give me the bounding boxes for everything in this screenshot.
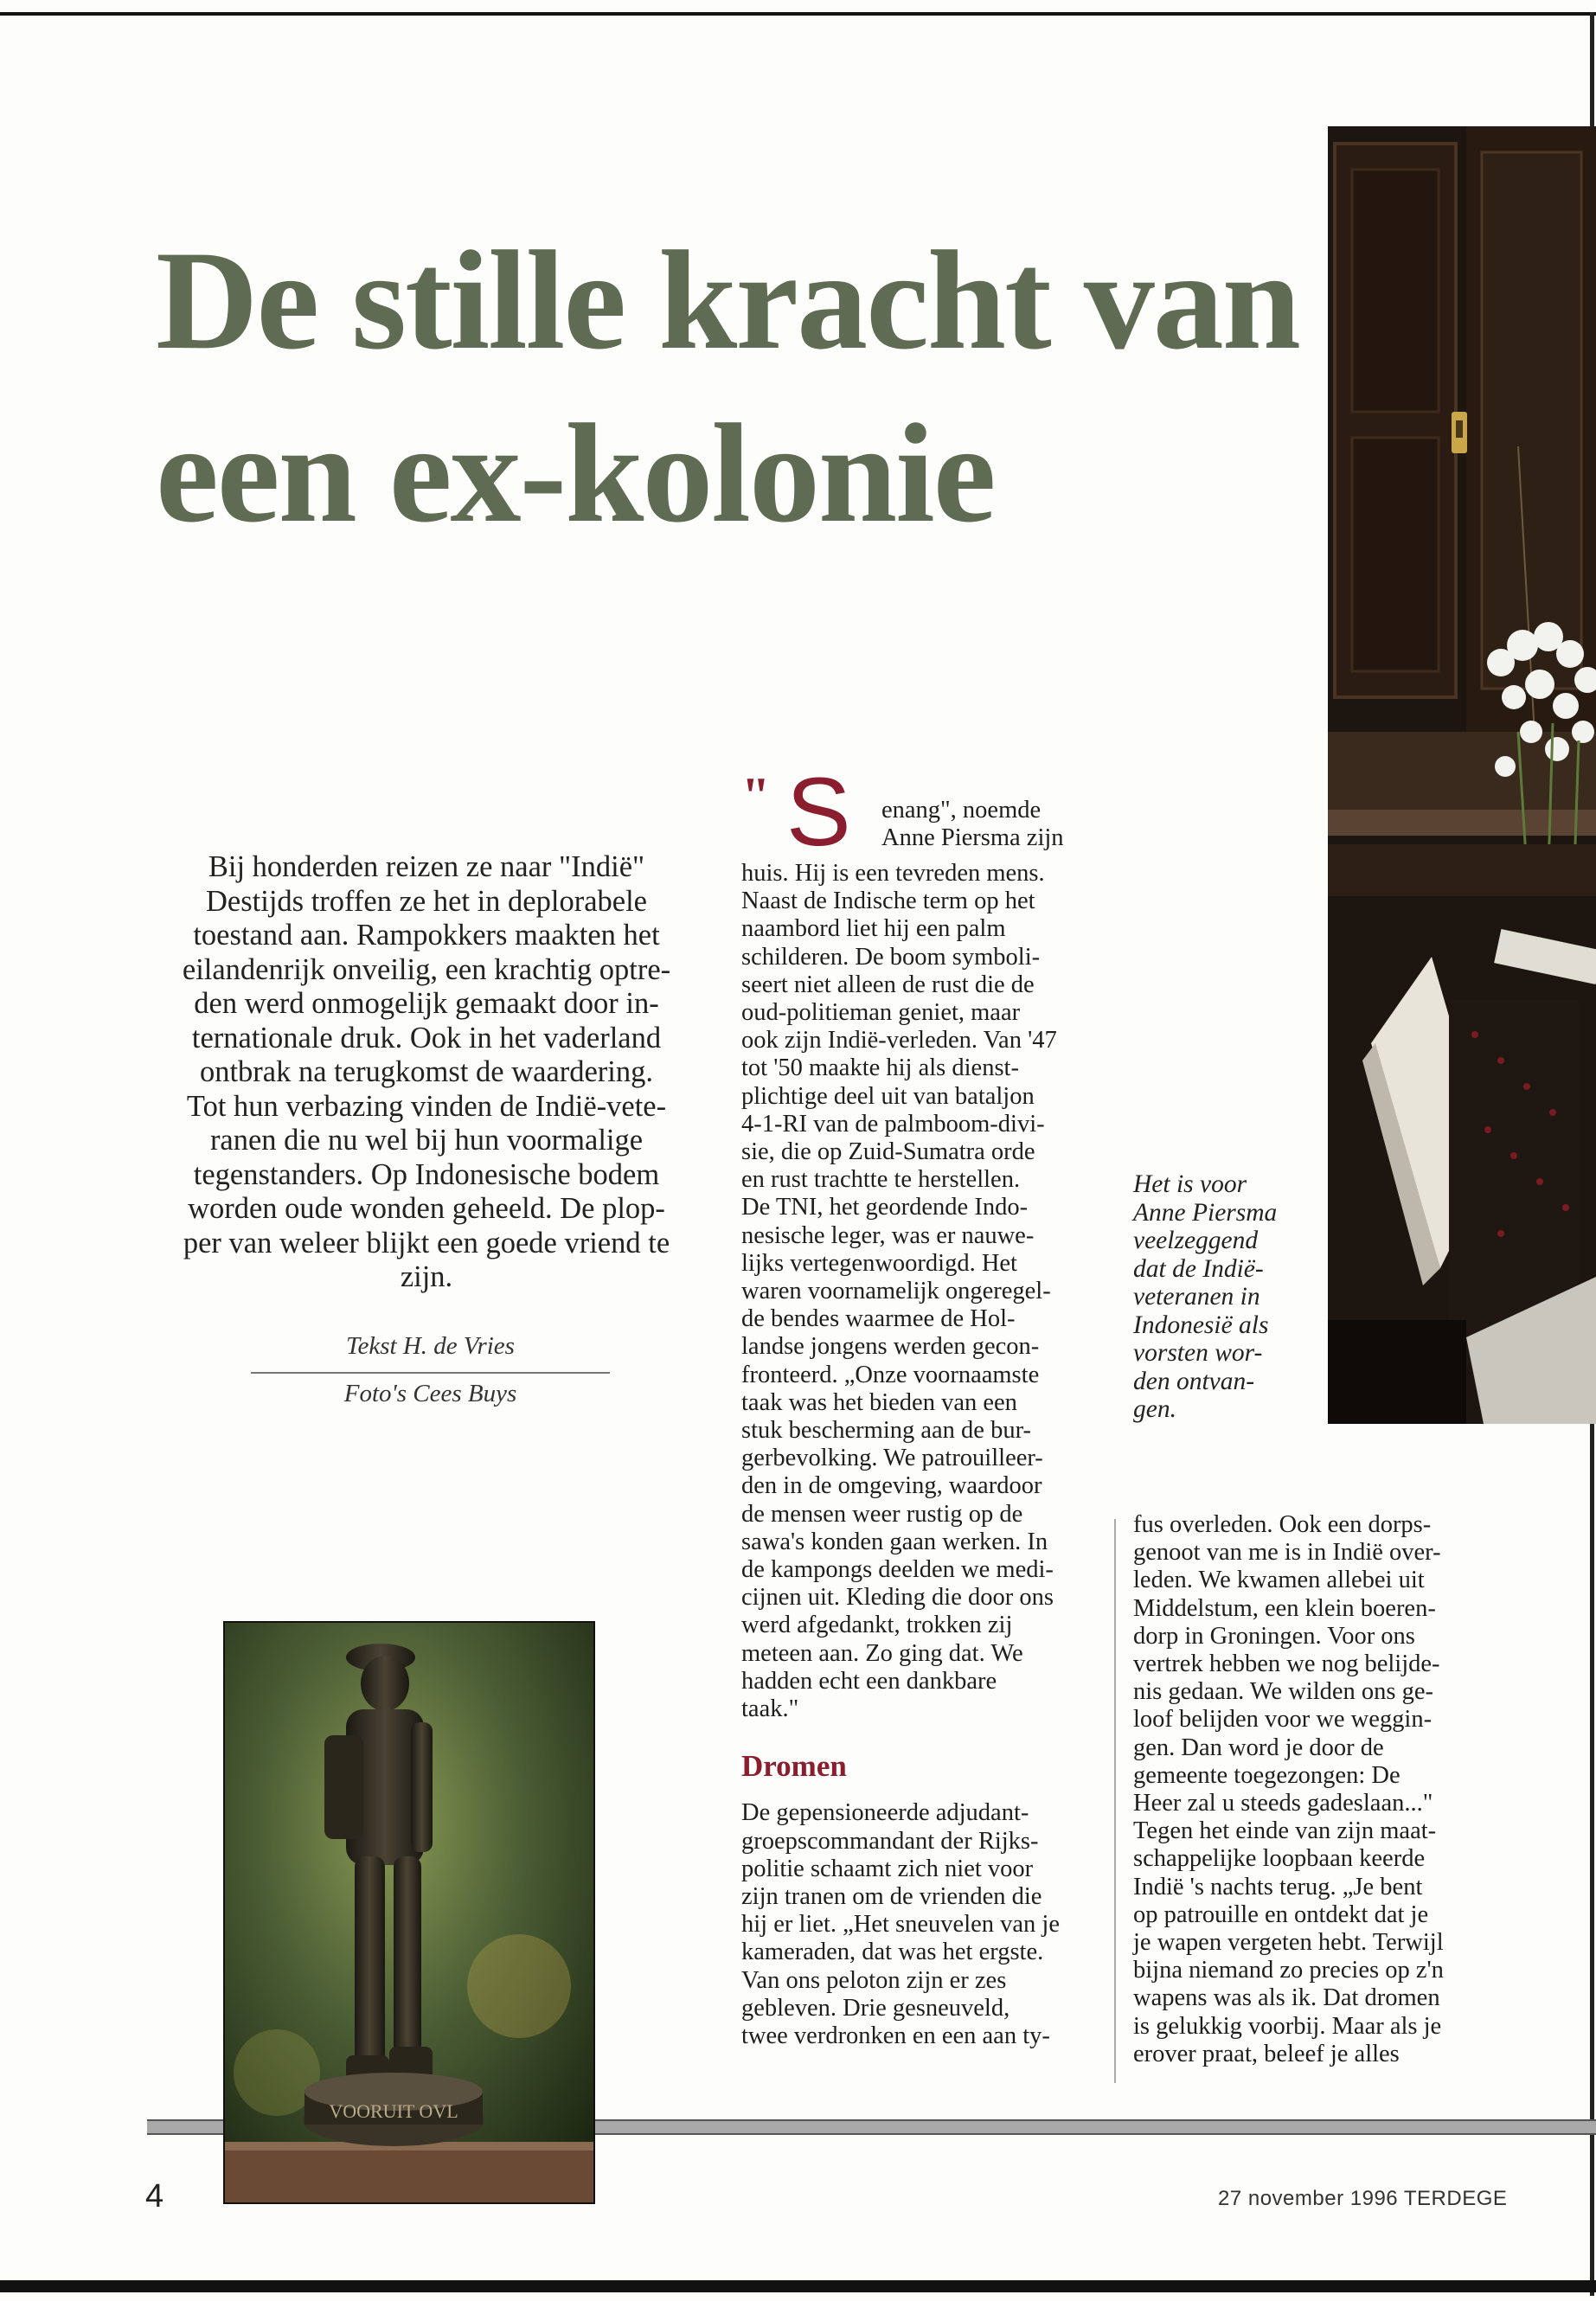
caption-line: vorsten wor- xyxy=(1133,1339,1263,1367)
body-line: fronteerd. „Onze voornaamste xyxy=(741,1361,1040,1388)
intro-line: per van weleer blijkt een goede vriend te xyxy=(183,1226,670,1259)
subheading-dromen: Dromen xyxy=(741,1749,847,1784)
body-line: 4-1-RI van de palmboom-divi- xyxy=(741,1110,1045,1138)
body-line: vertrek hebben we nog belijde- xyxy=(1133,1650,1440,1678)
body-line: gerbevolking. We patrouilleer- xyxy=(741,1445,1043,1472)
body-line: nesische leger, was er nauwe- xyxy=(741,1221,1035,1249)
intro-line: eilandenrijk onveilig, een krachtig optre- xyxy=(182,952,671,986)
body-line: de kampongs deelden we medi- xyxy=(741,1556,1054,1584)
body-text-continued xyxy=(741,1799,1098,2050)
body-line: twee verdronken en een aan ty- xyxy=(741,2022,1050,2049)
caption-line: den ontvan- xyxy=(1133,1367,1255,1395)
body-line: zijn tranen om de vrienden die xyxy=(741,1882,1042,1910)
publication-date: 27 november 1996 TERDEGE xyxy=(1218,2187,1508,2210)
body-line: seert niet alleen de rust die de xyxy=(741,971,1035,998)
article-column-3 xyxy=(1133,1511,1488,2068)
body-line: gebleven. Drie gesneuveld, xyxy=(741,1994,1010,2022)
caption-line: veteranen in xyxy=(1133,1283,1260,1311)
intro-line: zijn. xyxy=(400,1260,453,1293)
statuette-illustration xyxy=(225,1623,593,2202)
caption-line: gen. xyxy=(1133,1395,1176,1423)
body-line: groepscommandant der Rijks- xyxy=(741,1827,1039,1855)
body-line: De TNI, het geordende Indo- xyxy=(741,1194,1029,1221)
intro-line: ranen die nu wel bij hun voormalige xyxy=(209,1124,644,1157)
headline-line-2: een ex-kolonie xyxy=(156,395,995,552)
body-line: cijnen uit. Kleding die door ons xyxy=(741,1584,1054,1612)
body-line: politie schaamt zich niet voor xyxy=(741,1855,1034,1882)
body-line: Indië 's nachts terug. „Je bent xyxy=(1133,1873,1423,1900)
open-quote-mark: " xyxy=(741,767,771,824)
body-line: erover praat, beleef je alles xyxy=(1133,2040,1400,2067)
body-line: je wapen vergeten hebt. Terwijl xyxy=(1133,1929,1444,1957)
body-line: tot '50 maakte hij als dienst- xyxy=(741,1054,1019,1082)
author-credit: Tekst H. de Vries xyxy=(346,1332,515,1360)
photo-credit: Foto's Cees Buys xyxy=(343,1380,517,1407)
top-rule xyxy=(0,12,1596,16)
intro-line: den werd onmogelijk gemaakt door in- xyxy=(194,987,659,1020)
lead-line: enang", noemde xyxy=(881,797,1042,824)
body-text xyxy=(741,860,1098,1723)
intro-line: ontbrak na terugkomst de waardering. xyxy=(199,1055,654,1088)
body-line: wapens was als ik. Dat dromen xyxy=(1133,1984,1440,2012)
body-line: schappelijke loopbaan keerde xyxy=(1133,1845,1426,1873)
soldier-statuette-photo xyxy=(223,1621,595,2204)
body-line: hij er liet. „Het sneuvelen van je xyxy=(741,1911,1060,1939)
church-interior-illustration xyxy=(1328,126,1596,1424)
body-line: naambord liet hij een palm xyxy=(741,915,1006,943)
credit-divider xyxy=(251,1372,610,1374)
body-line: sawa's konden gaan werken. In xyxy=(741,1528,1048,1555)
body-line: gen. Dan word je door de xyxy=(1133,1734,1384,1761)
caption-line: dat de Indië- xyxy=(1133,1254,1264,1283)
drop-cap-letter: S xyxy=(786,758,851,866)
intro-line: ternationale druk. Ook in het vaderland xyxy=(191,1021,662,1054)
caption-line: Het is voor xyxy=(1133,1170,1247,1198)
intro-line: tegenstanders. Op Indonesische bodem xyxy=(193,1157,660,1191)
body-line: dorp in Groningen. Voor ons xyxy=(1133,1622,1415,1650)
body-line: de bendes waarmee de Hol- xyxy=(741,1305,1016,1333)
body-line: sie, die op Zuid-Sumatra orde xyxy=(741,1138,1035,1166)
body-line: taak was het bieden van een xyxy=(741,1388,1017,1416)
body-line: ook zijn Indië-verleden. Van '47 xyxy=(741,1027,1057,1054)
body-line: lijks vertegenwoordigd. Het xyxy=(741,1249,1017,1277)
body-line: schilderen. De boom symboli- xyxy=(741,943,1041,971)
intro-paragraph xyxy=(163,850,690,1295)
intro-line: Destijds troffen ze het in deplorabele xyxy=(206,884,647,918)
body-line: den in de omgeving, waardoor xyxy=(741,1472,1042,1500)
headline xyxy=(156,215,1306,561)
lead-line: Anne Piersma zijn xyxy=(881,824,1064,852)
church-interior-photo xyxy=(1328,126,1596,1424)
caption-line: veelzeggend xyxy=(1133,1227,1259,1254)
body-line: loof belijden voor we weggin- xyxy=(1133,1706,1433,1734)
body-line: meteen aan. Zo ging dat. We xyxy=(741,1639,1023,1667)
page-number: 4 xyxy=(145,2178,164,2214)
body-line: bijna niemand zo precies op z'n xyxy=(1133,1957,1444,1984)
body-line: landse jongens werden gecon- xyxy=(741,1333,1040,1361)
body-line: werd afgedankt, trokken zij xyxy=(741,1612,1013,1639)
body-line: Middelstum, een klein boeren- xyxy=(1133,1594,1436,1622)
intro-line: Tot hun verbazing vinden de Indië-vete- xyxy=(186,1089,667,1123)
body-line: fus overleden. Ook een dorps- xyxy=(1133,1511,1432,1538)
body-line: kameraden, dat was het ergste. xyxy=(741,1939,1044,1966)
headline-line-1: De stille kracht van xyxy=(156,222,1299,379)
body-line: op patrouille en ontdekt dat je xyxy=(1133,1900,1429,1928)
body-line: waren voornamelijk ongeregel- xyxy=(741,1278,1051,1305)
body-line: de mensen weer rustig op de xyxy=(741,1500,1023,1528)
body-line: gemeente toegezongen: De xyxy=(1133,1761,1401,1789)
drop-cap-block xyxy=(741,758,1098,866)
body-line: De gepensioneerde adjudant- xyxy=(741,1799,1029,1827)
body-line: stuk bescherming aan de bur- xyxy=(741,1417,1031,1445)
body-line: leden. We kwamen allebei uit xyxy=(1133,1567,1425,1594)
body-line: Heer zal u steeds gadeslaan..." xyxy=(1133,1790,1433,1817)
body-line: genoot van me is in Indië over- xyxy=(1133,1539,1441,1567)
article-column-2 xyxy=(741,758,1098,2050)
column-divider xyxy=(1114,1519,1116,2083)
body-line: Tegen het einde van zijn maat- xyxy=(1133,1817,1437,1845)
intro-line: Bij honderden reizen ze naar "Indië" xyxy=(208,850,645,883)
statuette-inscription: VOORUIT OVL xyxy=(329,2100,458,2122)
body-line: hadden echt een dankbare xyxy=(741,1667,997,1695)
bottom-rule xyxy=(0,2280,1596,2292)
body-line: en rust trachtte te herstellen. xyxy=(741,1166,1021,1194)
body-line: taak." xyxy=(741,1695,799,1723)
body-line: is gelukkig voorbij. Maar als je xyxy=(1133,2012,1442,2040)
caption-line: Anne Piersma xyxy=(1133,1198,1278,1227)
intro-line: toestand aan. Rampokkers maakten het xyxy=(193,919,660,952)
intro-line: worden oude wonden geheeld. De plop- xyxy=(188,1192,665,1225)
body-line: huis. Hij is een tevreden mens. xyxy=(741,860,1045,887)
body-line: Van ons peloton zijn er zes xyxy=(741,1966,1007,1994)
body-line: Naast de Indische term op het xyxy=(741,888,1035,915)
photo-caption xyxy=(1133,1170,1319,1424)
body-line: plichtige deel uit van bataljon xyxy=(741,1082,1035,1110)
body-line: oud-politieman geniet, maar xyxy=(741,999,1021,1027)
body-line: nis gedaan. We wilden ons ge- xyxy=(1133,1678,1434,1706)
caption-line: Indonesië als xyxy=(1133,1311,1269,1339)
